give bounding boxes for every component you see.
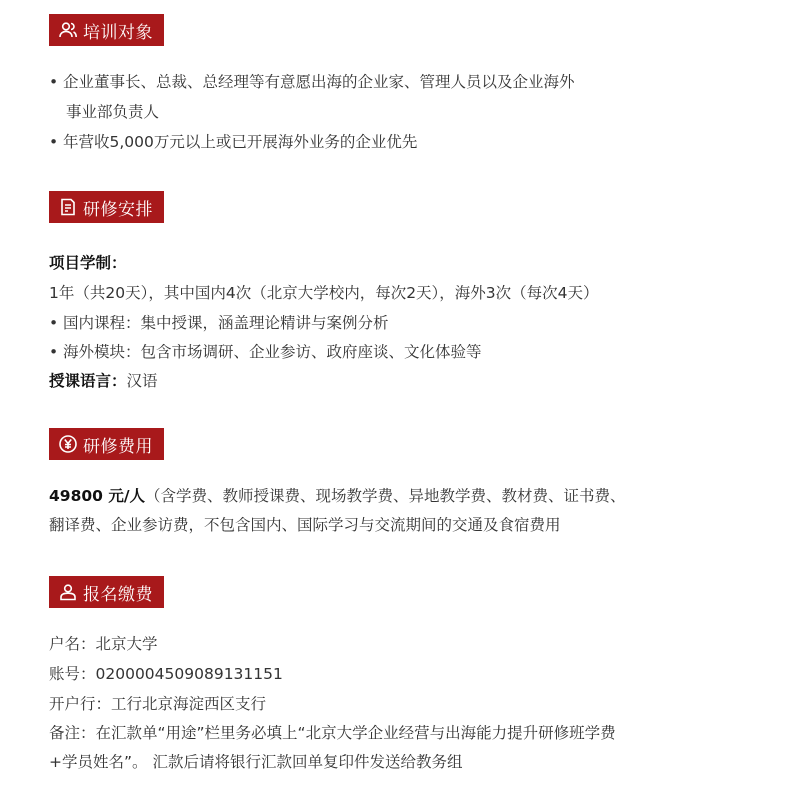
- duration-label: 项目学制：: [49, 254, 127, 272]
- account-number: 账号：0200004509089131151: [49, 665, 283, 683]
- overseas-module: • 海外模块：包含市场调研、企业参访、政府座谈、文化体验等: [49, 343, 482, 361]
- duration-text: 1年（共20天），其中国内4次（北京大学校内，每次2天），海外3次（每次4天）: [49, 284, 599, 302]
- account-name: 户名：北京大学: [49, 635, 158, 653]
- section-title: 培训对象: [83, 22, 153, 43]
- section-title: 研修安排: [83, 199, 153, 220]
- audience-item: • 年营收5,000万元以上或已开展海外业务的企业优先: [49, 133, 418, 151]
- audience-item: • 企业董事长、总裁、总经理等有意愿出海的企业家、管理人员以及企业海外: [49, 73, 575, 91]
- user-card-icon: [58, 582, 78, 602]
- section-title: 报名缴费: [83, 584, 153, 605]
- users-icon: [58, 20, 78, 40]
- fee-desc: 翻译费、企业参访费，不包含国内、国际学习与交流期间的交通及食宿费用: [49, 516, 561, 534]
- section-title: 研修费用: [83, 436, 153, 457]
- yen-icon: [58, 434, 78, 454]
- fee-amount: 49800 元/人: [49, 487, 145, 505]
- bank-name: 开户行：工行北京海淀西区支行: [49, 695, 267, 713]
- section-header-audience: [49, 14, 164, 46]
- domestic-course: • 国内课程：集中授课，涵盖理论精讲与案例分析: [49, 314, 389, 332]
- section-header-fee: [49, 428, 164, 460]
- section-header-schedule: [49, 191, 164, 223]
- bullet: •: [49, 73, 59, 91]
- document-icon: [58, 197, 78, 217]
- language-line: 授课语言：汉语: [49, 372, 158, 390]
- audience-item-continued: 事业部负责人: [66, 103, 160, 121]
- bullet: •: [49, 133, 59, 151]
- payment-note: 备注：在汇款单“用途”栏里务必填上“北京大学企业经营与出海能力提升研修班学费: [49, 724, 616, 742]
- section-header-payment: [49, 576, 164, 608]
- fee-line: 49800 元/人（含学费、教师授课费、现场教学费、异地教学费、教材费、证书费、: [49, 487, 626, 505]
- payment-note-continued: +学员姓名”。 汇款后请将银行汇款回单复印件发送给教务组: [49, 753, 463, 771]
- bullet: •: [49, 343, 59, 361]
- bullet: •: [49, 314, 59, 332]
